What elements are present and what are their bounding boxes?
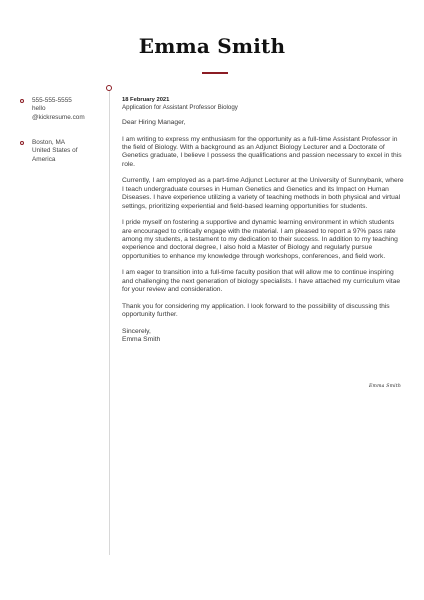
letter-paragraph-3: I pride myself on fostering a supportive and dynamic learning environment in which students are encouraged to critically engage with the material. I am pleased to report a 97% pass rate among my students, a testament to my dedication to their success. In addition to my teaching experience and doctoral degree, I also hold a Master of Biology and regularly pursue opportunities to enhance my knowledge through workshops, conferences, and field work. (122, 219, 398, 260)
letter-salutation: Dear Hiring Manager, (122, 119, 186, 126)
letter-body (122, 97, 404, 345)
address-line-1: Boston, MA (32, 139, 66, 146)
name-underline-accent (202, 72, 228, 74)
phone-number: 555-555-5555 (32, 97, 72, 104)
letter-paragraph-4: I am eager to transition into a full-time faculty position that will allow me to continue inspiring and challenging the next generation of biology specialists. I have attached my curriculum vitae for your review and consideration. (122, 269, 401, 294)
address-line-3: America (32, 155, 56, 163)
letter-paragraph-5: Thank you for considering my application. I look forward to the possibility of discussing this opportunity further. (122, 302, 390, 319)
handwritten-signature: Emma Smith (369, 384, 402, 389)
letter-signoff-name: Emma Smith (122, 336, 161, 344)
letter-closing: Sincerely, (122, 327, 151, 335)
address-line-2: United States of (32, 147, 78, 155)
bullet-dot-icon (20, 141, 24, 145)
timeline-dot-icon (106, 85, 112, 91)
timeline-divider (109, 88, 110, 555)
letter-paragraph-2: Currently, I am employed as a part-time Adjunct Lecturer at the University of Sunnybank, where I teach undergraduate courses in Human Genetics and Genetics and its Impact on Human Diseases. I have experience utilizing a variety of teaching methods in both physical and virtual settings, prioritizing experiential and field-based learning opportunities for students. (122, 177, 404, 210)
candidate-name: Emma Smith (138, 34, 286, 58)
email-line-1: hello (32, 105, 46, 113)
email-line-2: @kickresume.com (32, 113, 85, 121)
letter-paragraph-1: I am writing to express my enthusiasm for the opportunity as a full-time Assistant Professor in the field of Biology. With a background as an Adjunct Biology Lecturer and a Doctorate of Genetics graduate, I believe I possess the qualifications and passion necessary to excel in this role. (122, 135, 402, 168)
letter-subject: Application for Assistant Professor Biology (122, 104, 238, 111)
bullet-dot-icon (20, 99, 24, 103)
letter-date: 18 February 2021 (122, 97, 170, 103)
